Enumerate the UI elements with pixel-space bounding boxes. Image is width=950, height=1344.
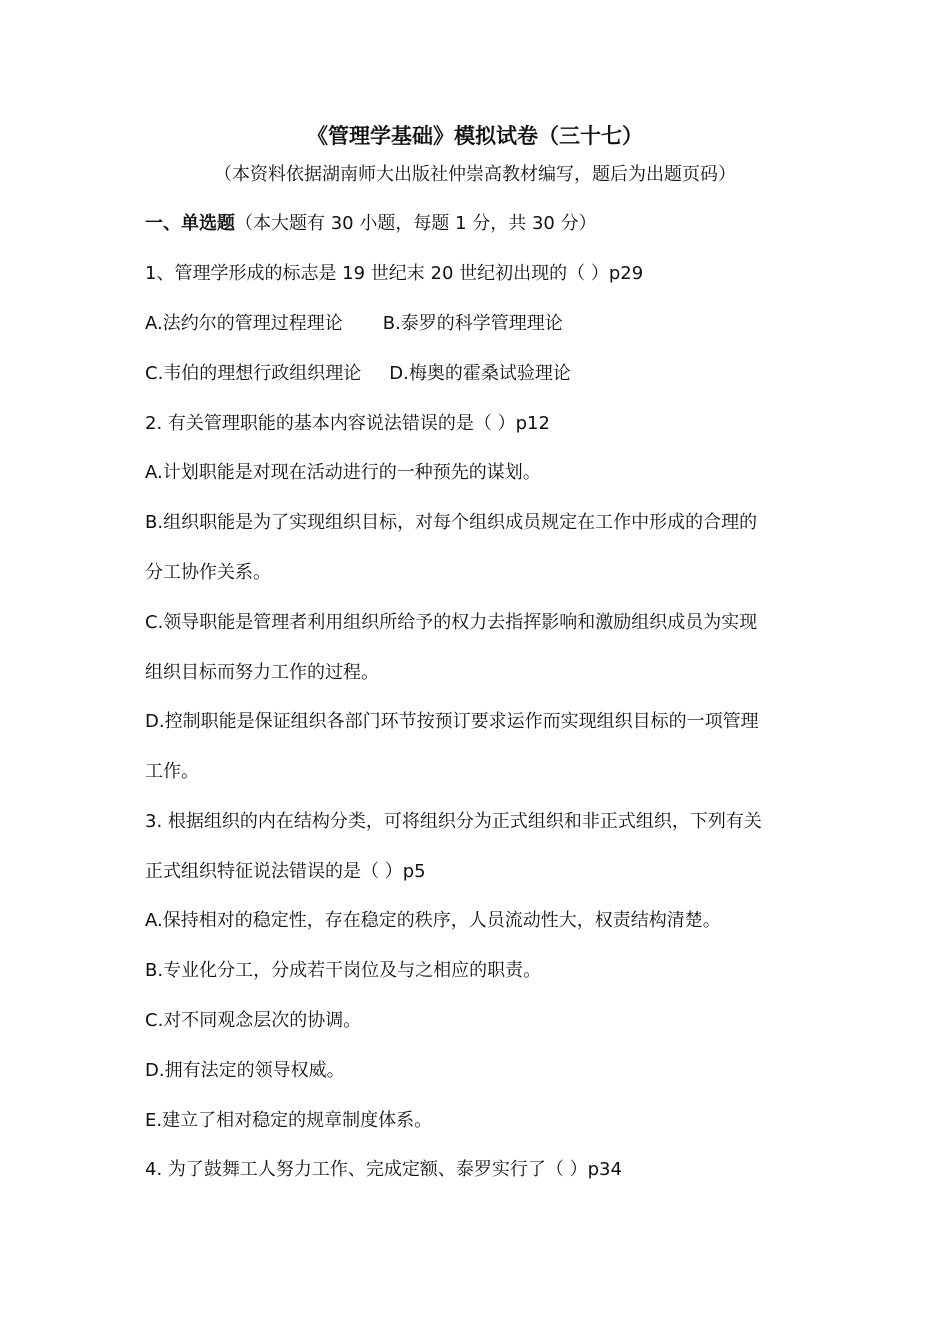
section-note: （本大题有 30 小题，每题 1 分，共 30 分） bbox=[235, 213, 597, 234]
question-3-option-e: E.建立了相对稳定的规章制度体系。 bbox=[145, 1110, 433, 1131]
question-3-option-d: D.拥有法定的领导权威。 bbox=[145, 1060, 345, 1081]
question-1-option-d: D.梅奥的霍桑试验理论 bbox=[389, 363, 571, 384]
question-3-stem-line1: 3. 根据组织的内在结构分类，可将组织分为正式组织和非正式组织，下列有关 bbox=[145, 811, 762, 832]
exam-subtitle: （本资料依据湖南师大出版社仲崇高教材编写，题后为出题页码） bbox=[214, 164, 736, 185]
section-title: 一、单选题 bbox=[145, 213, 235, 234]
section-heading bbox=[145, 207, 815, 241]
question-3-option-c: C.对不同观念层次的协调。 bbox=[145, 1010, 362, 1031]
question-1-option-c: C.韦伯的理想行政组织理论 bbox=[145, 363, 362, 384]
question-2-option-c-line2: 组织目标而努力工作的过程。 bbox=[145, 662, 379, 683]
question-1-options-cd bbox=[145, 357, 815, 391]
question-1-option-a: A.法约尔的管理过程理论 bbox=[145, 313, 343, 334]
question-2-option-b-line1: B.组织职能是为了实现组织目标，对每个组织成员规定在工作中形成的合理的 bbox=[145, 512, 758, 533]
question-2-option-d-line1: D.控制职能是保证组织各部门环节按预订要求运作而实现组织目标的一项管理 bbox=[145, 711, 759, 732]
question-1-options-ab bbox=[145, 307, 815, 341]
question-3-stem-line2: 正式组织特征说法错误的是（ ）p5 bbox=[145, 861, 426, 882]
question-3-option-a: A.保持相对的稳定性，存在稳定的秩序，人员流动性大，权责结构清楚。 bbox=[145, 910, 721, 931]
question-4-stem: 4. 为了鼓舞工人努力工作、完成定额、泰罗实行了（ ）p34 bbox=[145, 1159, 622, 1180]
question-1-option-b: B.泰罗的科学管理理论 bbox=[382, 313, 563, 334]
question-2-option-d-line2: 工作。 bbox=[145, 761, 199, 782]
question-3-option-b: B.专业化分工，分成若干岗位及与之相应的职责。 bbox=[145, 960, 542, 981]
question-2-option-b-line2: 分工协作关系。 bbox=[145, 562, 271, 583]
question-2-option-c-line1: C.领导职能是管理者利用组织所给予的权力去指挥影响和激励组织成员为实现 bbox=[145, 612, 758, 633]
question-1-stem: 1、管理学形成的标志是 19 世纪末 20 世纪初出现的（ ）p29 bbox=[145, 263, 644, 284]
question-2-option-a: A.计划职能是对现在活动进行的一种预先的谋划。 bbox=[145, 462, 541, 483]
exam-title: 《管理学基础》模拟试卷（三十七） bbox=[307, 124, 643, 148]
question-2-stem: 2. 有关管理职能的基本内容说法错误的是（ ）p12 bbox=[145, 413, 550, 434]
